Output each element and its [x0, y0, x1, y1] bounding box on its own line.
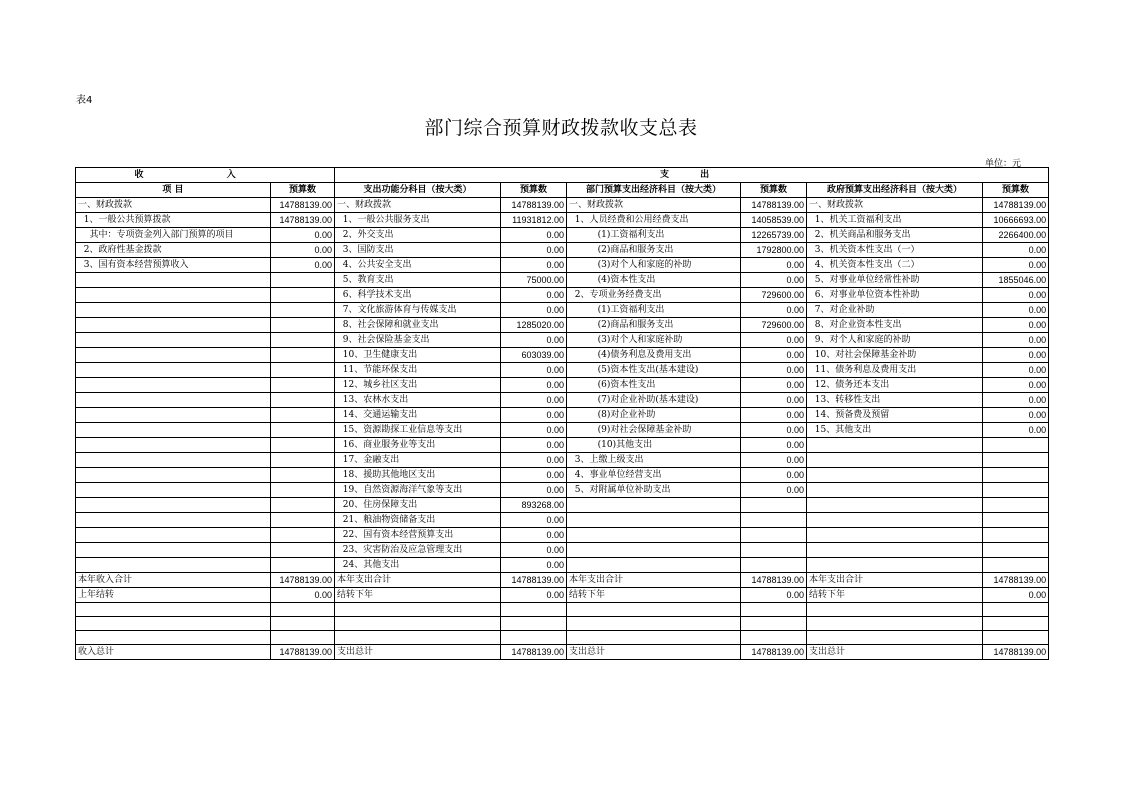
- function-category-cell: 本年支出合计: [335, 573, 501, 588]
- function-category-cell: 15、资源勘探工业信息等支出: [335, 423, 501, 438]
- table-row: [76, 588, 1049, 603]
- function-amount-cell: [501, 617, 567, 631]
- gov-economic-category-cell: [807, 468, 983, 483]
- dept-economic-amount-cell: 0.00: [741, 408, 807, 423]
- dept-economic-category-cell: [567, 513, 741, 528]
- function-category-cell: 24、其他支出: [335, 558, 501, 573]
- dept-economic-category-cell: (3)对个人和家庭补助: [567, 333, 741, 348]
- income-amount-cell: [271, 438, 335, 453]
- dept-economic-amount-cell: [741, 617, 807, 631]
- gov-economic-amount-cell: 0.00: [983, 303, 1049, 318]
- table-row: [76, 303, 1049, 318]
- dept-economic-category-cell: (9)对社会保障基金补助: [567, 423, 741, 438]
- gov-economic-amount-cell: 0.00: [983, 393, 1049, 408]
- table-row: [76, 228, 1049, 243]
- gov-economic-amount-cell: [983, 631, 1049, 645]
- gov-economic-amount-cell: 0.00: [983, 408, 1049, 423]
- gov-economic-category-cell: [807, 631, 983, 645]
- expense-group-header: 支 出: [335, 168, 1049, 183]
- gov-economic-amount-cell: [983, 453, 1049, 468]
- gov-economic-amount-cell: 14788139.00: [983, 573, 1049, 588]
- table-row: [76, 408, 1049, 423]
- income-amount-cell: 14788139.00: [271, 573, 335, 588]
- income-amount-cell: [271, 603, 335, 617]
- dept-economic-category-cell: [567, 603, 741, 617]
- gov-economic-amount-cell: 0.00: [983, 378, 1049, 393]
- income-item-cell: [76, 483, 271, 498]
- income-amount-cell: 0.00: [271, 588, 335, 603]
- income-amount-cell: [271, 408, 335, 423]
- gov-economic-category-cell: 7、对企业补助: [807, 303, 983, 318]
- dept-economic-category-cell: 5、对附属单位补助支出: [567, 483, 741, 498]
- column-header-row: [76, 183, 1049, 198]
- dept-economic-category-cell: 一、财政拨款: [567, 198, 741, 213]
- income-item-cell: 1、一般公共预算拨款: [76, 213, 271, 228]
- income-amount-cell: 14788139.00: [271, 645, 335, 660]
- gov-economic-category-cell: [807, 543, 983, 558]
- gov-economic-amount-cell: 0.00: [983, 363, 1049, 378]
- col-header-budget: 预算数: [271, 183, 335, 198]
- table-row: [76, 288, 1049, 303]
- table-row: [76, 363, 1049, 378]
- function-category-cell: 一、财政拨款: [335, 198, 501, 213]
- function-category-cell: 20、住房保障支出: [335, 498, 501, 513]
- dept-economic-category-cell: 结转下年: [567, 588, 741, 603]
- dept-economic-amount-cell: [741, 513, 807, 528]
- income-amount-cell: [271, 273, 335, 288]
- dept-economic-amount-cell: [741, 631, 807, 645]
- dept-economic-category-cell: [567, 543, 741, 558]
- income-item-cell: 3、国有资本经营预算收入: [76, 258, 271, 273]
- table-row: [76, 333, 1049, 348]
- income-item-cell: [76, 617, 271, 631]
- function-amount-cell: 0.00: [501, 528, 567, 543]
- dept-economic-category-cell: [567, 528, 741, 543]
- group-header-row: [76, 168, 1049, 183]
- dept-economic-amount-cell: 12265739.00: [741, 228, 807, 243]
- table-row: [76, 603, 1049, 617]
- function-category-cell: 17、金融支出: [335, 453, 501, 468]
- function-amount-cell: 0.00: [501, 408, 567, 423]
- table-row: [76, 543, 1049, 558]
- unit-label: 单位：元: [985, 159, 1022, 169]
- dept-economic-category-cell: (4)资本性支出: [567, 273, 741, 288]
- function-amount-cell: 0.00: [501, 543, 567, 558]
- function-category-cell: 结转下年: [335, 588, 501, 603]
- income-amount-cell: [271, 543, 335, 558]
- col-header-dept-economic-category: 部门预算支出经济科目（按大类）: [567, 183, 741, 198]
- income-group-header: 收 入: [76, 168, 335, 183]
- dept-economic-category-cell: (2)商品和服务支出: [567, 318, 741, 333]
- dept-economic-amount-cell: 0.00: [741, 588, 807, 603]
- dept-economic-amount-cell: 0.00: [741, 333, 807, 348]
- function-category-cell: 11、节能环保支出: [335, 363, 501, 378]
- dept-economic-category-cell: 支出总计: [567, 645, 741, 660]
- dept-economic-amount-cell: 729600.00: [741, 288, 807, 303]
- income-amount-cell: [271, 483, 335, 498]
- gov-economic-amount-cell: [983, 528, 1049, 543]
- income-item-cell: [76, 513, 271, 528]
- income-item-cell: 收入总计: [76, 645, 271, 660]
- gov-economic-amount-cell: 2266400.00: [983, 228, 1049, 243]
- dept-economic-category-cell: 4、事业单位经营支出: [567, 468, 741, 483]
- function-amount-cell: 0.00: [501, 243, 567, 258]
- function-amount-cell: 0.00: [501, 363, 567, 378]
- income-item-cell: [76, 288, 271, 303]
- function-amount-cell: 0.00: [501, 393, 567, 408]
- dept-economic-category-cell: (6)资本性支出: [567, 378, 741, 393]
- dept-economic-amount-cell: [741, 558, 807, 573]
- gov-economic-category-cell: [807, 438, 983, 453]
- income-item-cell: [76, 348, 271, 363]
- income-item-cell: 本年收入合计: [76, 573, 271, 588]
- dept-economic-amount-cell: [741, 498, 807, 513]
- income-amount-cell: [271, 468, 335, 483]
- gov-economic-category-cell: [807, 483, 983, 498]
- gov-economic-category-cell: 4、机关资本性支出（二）: [807, 258, 983, 273]
- gov-economic-amount-cell: 0.00: [983, 318, 1049, 333]
- function-amount-cell: 75000.00: [501, 273, 567, 288]
- income-amount-cell: [271, 348, 335, 363]
- gov-economic-amount-cell: 0.00: [983, 243, 1049, 258]
- gov-economic-category-cell: 10、对社会保障基金补助: [807, 348, 983, 363]
- dept-economic-amount-cell: 0.00: [741, 453, 807, 468]
- table-row: [76, 631, 1049, 645]
- dept-economic-category-cell: [567, 617, 741, 631]
- dept-economic-amount-cell: 14788139.00: [741, 198, 807, 213]
- income-item-cell: [76, 498, 271, 513]
- function-amount-cell: [501, 631, 567, 645]
- income-item-cell: [76, 631, 271, 645]
- function-category-cell: 18、援助其他地区支出: [335, 468, 501, 483]
- gov-economic-amount-cell: [983, 438, 1049, 453]
- dept-economic-amount-cell: 1792800.00: [741, 243, 807, 258]
- function-category-cell: 16、商业服务业等支出: [335, 438, 501, 453]
- income-amount-cell: [271, 363, 335, 378]
- gov-economic-category-cell: 8、对企业资本性支出: [807, 318, 983, 333]
- gov-economic-category-cell: 15、其他支出: [807, 423, 983, 438]
- dept-economic-amount-cell: 0.00: [741, 393, 807, 408]
- table-row: [76, 513, 1049, 528]
- income-amount-cell: [271, 378, 335, 393]
- income-item-cell: [76, 333, 271, 348]
- function-amount-cell: 0.00: [501, 288, 567, 303]
- table-row: [76, 318, 1049, 333]
- dept-economic-amount-cell: [741, 603, 807, 617]
- dept-economic-category-cell: (8)对企业补助: [567, 408, 741, 423]
- function-amount-cell: 14788139.00: [501, 198, 567, 213]
- function-category-cell: 3、国防支出: [335, 243, 501, 258]
- gov-economic-amount-cell: 0.00: [983, 333, 1049, 348]
- table-row: [76, 558, 1049, 573]
- function-amount-cell: 0.00: [501, 558, 567, 573]
- income-amount-cell: [271, 498, 335, 513]
- dept-economic-category-cell: 2、专项业务经费支出: [567, 288, 741, 303]
- gov-economic-category-cell: 支出总计: [807, 645, 983, 660]
- col-header-budget: 预算数: [983, 183, 1049, 198]
- gov-economic-category-cell: 11、债务利息及费用支出: [807, 363, 983, 378]
- gov-economic-amount-cell: 0.00: [983, 288, 1049, 303]
- dept-economic-amount-cell: 0.00: [741, 273, 807, 288]
- gov-economic-category-cell: 3、机关资本性支出（一）: [807, 243, 983, 258]
- table-row: [76, 198, 1049, 213]
- gov-economic-category-cell: 2、机关商品和服务支出: [807, 228, 983, 243]
- income-item-cell: 2、政府性基金拨款: [76, 243, 271, 258]
- income-item-cell: [76, 558, 271, 573]
- function-category-cell: 4、公共安全支出: [335, 258, 501, 273]
- function-amount-cell: 1285020.00: [501, 318, 567, 333]
- income-amount-cell: 0.00: [271, 228, 335, 243]
- dept-economic-amount-cell: 0.00: [741, 438, 807, 453]
- dept-economic-amount-cell: 14788139.00: [741, 573, 807, 588]
- function-category-cell: 22、国有资本经营预算支出: [335, 528, 501, 543]
- income-item-cell: [76, 318, 271, 333]
- dept-economic-amount-cell: 0.00: [741, 468, 807, 483]
- income-item-cell: [76, 423, 271, 438]
- income-amount-cell: [271, 423, 335, 438]
- income-amount-cell: [271, 288, 335, 303]
- dept-economic-category-cell: (3)对个人和家庭的补助: [567, 258, 741, 273]
- gov-economic-amount-cell: 0.00: [983, 588, 1049, 603]
- table-number: 表4: [76, 95, 93, 106]
- function-category-cell: 19、自然资源海洋气象等支出: [335, 483, 501, 498]
- gov-economic-category-cell: 本年支出合计: [807, 573, 983, 588]
- table-row: [76, 213, 1049, 228]
- income-item-cell: [76, 468, 271, 483]
- dept-economic-amount-cell: 0.00: [741, 303, 807, 318]
- function-amount-cell: 0.00: [501, 468, 567, 483]
- function-category-cell: [335, 631, 501, 645]
- table-row: [76, 243, 1049, 258]
- function-category-cell: 2、外交支出: [335, 228, 501, 243]
- function-category-cell: 9、社会保险基金支出: [335, 333, 501, 348]
- gov-economic-amount-cell: [983, 468, 1049, 483]
- function-amount-cell: 0.00: [501, 228, 567, 243]
- gov-economic-category-cell: 9、对个人和家庭的补助: [807, 333, 983, 348]
- function-category-cell: [335, 603, 501, 617]
- dept-economic-category-cell: [567, 631, 741, 645]
- function-category-cell: 5、教育支出: [335, 273, 501, 288]
- table-row: [76, 498, 1049, 513]
- income-amount-cell: [271, 453, 335, 468]
- dept-economic-amount-cell: 14788139.00: [741, 645, 807, 660]
- dept-economic-category-cell: (4)债务利息及费用支出: [567, 348, 741, 363]
- col-header-gov-economic-category: 政府预算支出经济科目（按大类）: [807, 183, 983, 198]
- dept-economic-amount-cell: 14058539.00: [741, 213, 807, 228]
- income-amount-cell: [271, 558, 335, 573]
- income-item-cell: [76, 408, 271, 423]
- income-amount-cell: 14788139.00: [271, 213, 335, 228]
- col-header-function-category: 支出功能分科目（按大类）: [335, 183, 501, 198]
- dept-economic-category-cell: (10)其他支出: [567, 438, 741, 453]
- dept-economic-category-cell: (1)工资福利支出: [567, 303, 741, 318]
- col-header-item: 项 目: [76, 183, 271, 198]
- dept-economic-category-cell: [567, 558, 741, 573]
- gov-economic-category-cell: 一、财政拨款: [807, 198, 983, 213]
- income-amount-cell: [271, 318, 335, 333]
- function-category-cell: [335, 617, 501, 631]
- dept-economic-category-cell: (5)资本性支出(基本建设): [567, 363, 741, 378]
- table-row: [76, 348, 1049, 363]
- gov-economic-amount-cell: 0.00: [983, 348, 1049, 363]
- table-row: [76, 468, 1049, 483]
- dept-economic-category-cell: (7)对企业补助(基本建设): [567, 393, 741, 408]
- gov-economic-category-cell: 1、机关工资福利支出: [807, 213, 983, 228]
- function-amount-cell: 603039.00: [501, 348, 567, 363]
- table-row: [76, 393, 1049, 408]
- dept-economic-amount-cell: 729600.00: [741, 318, 807, 333]
- table-row: [76, 273, 1049, 288]
- function-amount-cell: 0.00: [501, 438, 567, 453]
- income-item-cell: [76, 393, 271, 408]
- income-item-cell: [76, 453, 271, 468]
- gov-economic-amount-cell: 1855046.00: [983, 273, 1049, 288]
- income-amount-cell: [271, 528, 335, 543]
- gov-economic-amount-cell: [983, 513, 1049, 528]
- table-row: [76, 483, 1049, 498]
- dept-economic-amount-cell: 0.00: [741, 378, 807, 393]
- dept-economic-amount-cell: [741, 543, 807, 558]
- function-amount-cell: 0.00: [501, 513, 567, 528]
- gov-economic-amount-cell: 0.00: [983, 423, 1049, 438]
- gov-economic-amount-cell: [983, 498, 1049, 513]
- function-category-cell: 12、城乡社区支出: [335, 378, 501, 393]
- dept-economic-amount-cell: [741, 528, 807, 543]
- dept-economic-category-cell: (1)工资福利支出: [567, 228, 741, 243]
- gov-economic-amount-cell: [983, 558, 1049, 573]
- page-title: 部门综合预算财政拨款收支总表: [424, 117, 698, 139]
- income-item-cell: [76, 363, 271, 378]
- function-amount-cell: 0.00: [501, 258, 567, 273]
- dept-economic-amount-cell: 0.00: [741, 348, 807, 363]
- function-amount-cell: 0.00: [501, 588, 567, 603]
- income-item-cell: 上年结转: [76, 588, 271, 603]
- income-item-cell: [76, 543, 271, 558]
- gov-economic-category-cell: [807, 558, 983, 573]
- table-row: [76, 573, 1049, 588]
- income-item-cell: [76, 528, 271, 543]
- gov-economic-category-cell: 12、债务还本支出: [807, 378, 983, 393]
- income-amount-cell: [271, 513, 335, 528]
- gov-economic-category-cell: 5、对事业单位经常性补助: [807, 273, 983, 288]
- function-amount-cell: 0.00: [501, 453, 567, 468]
- gov-economic-category-cell: [807, 513, 983, 528]
- gov-economic-amount-cell: [983, 603, 1049, 617]
- function-amount-cell: 14788139.00: [501, 645, 567, 660]
- gov-economic-category-cell: [807, 498, 983, 513]
- table-row: [76, 453, 1049, 468]
- function-amount-cell: 14788139.00: [501, 573, 567, 588]
- dept-economic-category-cell: (2)商品和服务支出: [567, 243, 741, 258]
- income-amount-cell: [271, 617, 335, 631]
- function-category-cell: 1、一般公共服务支出: [335, 213, 501, 228]
- function-amount-cell: 11931812.00: [501, 213, 567, 228]
- gov-economic-category-cell: 14、预备费及预留: [807, 408, 983, 423]
- income-item-cell: [76, 603, 271, 617]
- function-category-cell: 10、卫生健康支出: [335, 348, 501, 363]
- gov-economic-amount-cell: [983, 483, 1049, 498]
- function-category-cell: 8、社会保障和就业支出: [335, 318, 501, 333]
- income-amount-cell: [271, 631, 335, 645]
- function-category-cell: 13、农林水支出: [335, 393, 501, 408]
- gov-economic-amount-cell: 14788139.00: [983, 198, 1049, 213]
- function-category-cell: 23、灾害防治及应急管理支出: [335, 543, 501, 558]
- table-row: [76, 438, 1049, 453]
- income-amount-cell: [271, 333, 335, 348]
- gov-economic-category-cell: 13、转移性支出: [807, 393, 983, 408]
- function-amount-cell: 0.00: [501, 303, 567, 318]
- income-item-cell: [76, 378, 271, 393]
- table-row: [76, 378, 1049, 393]
- income-amount-cell: 14788139.00: [271, 198, 335, 213]
- col-header-budget: 预算数: [501, 183, 567, 198]
- gov-economic-category-cell: [807, 528, 983, 543]
- budget-table: [75, 167, 1049, 660]
- table-row: [76, 423, 1049, 438]
- function-amount-cell: 893268.00: [501, 498, 567, 513]
- table-row: [76, 258, 1049, 273]
- function-category-cell: 7、文化旅游体育与传媒支出: [335, 303, 501, 318]
- gov-economic-amount-cell: 14788139.00: [983, 645, 1049, 660]
- gov-economic-amount-cell: 10666693.00: [983, 213, 1049, 228]
- gov-economic-amount-cell: [983, 617, 1049, 631]
- function-amount-cell: 0.00: [501, 378, 567, 393]
- income-amount-cell: [271, 303, 335, 318]
- income-item-cell: [76, 273, 271, 288]
- function-amount-cell: 0.00: [501, 483, 567, 498]
- gov-economic-category-cell: [807, 617, 983, 631]
- dept-economic-amount-cell: 0.00: [741, 423, 807, 438]
- table-row: [76, 645, 1049, 660]
- table-row: [76, 617, 1049, 631]
- function-category-cell: 21、粮油物资储备支出: [335, 513, 501, 528]
- income-amount-cell: 0.00: [271, 258, 335, 273]
- function-amount-cell: 0.00: [501, 423, 567, 438]
- gov-economic-amount-cell: 0.00: [983, 258, 1049, 273]
- function-category-cell: 14、交通运输支出: [335, 408, 501, 423]
- income-item-cell: [76, 438, 271, 453]
- gov-economic-category-cell: 6、对事业单位资本性补助: [807, 288, 983, 303]
- dept-economic-category-cell: 本年支出合计: [567, 573, 741, 588]
- table-row: [76, 528, 1049, 543]
- dept-economic-category-cell: 3、上缴上级支出: [567, 453, 741, 468]
- function-category-cell: 6、科学技术支出: [335, 288, 501, 303]
- dept-economic-amount-cell: 0.00: [741, 483, 807, 498]
- income-amount-cell: [271, 393, 335, 408]
- col-header-budget: 预算数: [741, 183, 807, 198]
- income-item-cell: [76, 303, 271, 318]
- function-amount-cell: [501, 603, 567, 617]
- gov-economic-category-cell: 结转下年: [807, 588, 983, 603]
- function-amount-cell: 0.00: [501, 333, 567, 348]
- gov-economic-amount-cell: [983, 543, 1049, 558]
- dept-economic-amount-cell: 0.00: [741, 363, 807, 378]
- gov-economic-category-cell: [807, 603, 983, 617]
- dept-economic-amount-cell: 0.00: [741, 258, 807, 273]
- income-item-cell: 其中：专项资金列入部门预算的项目: [76, 228, 271, 243]
- gov-economic-category-cell: [807, 453, 983, 468]
- dept-economic-category-cell: [567, 498, 741, 513]
- income-amount-cell: 0.00: [271, 243, 335, 258]
- dept-economic-category-cell: 1、人员经费和公用经费支出: [567, 213, 741, 228]
- income-item-cell: 一、财政拨款: [76, 198, 271, 213]
- function-category-cell: 支出总计: [335, 645, 501, 660]
